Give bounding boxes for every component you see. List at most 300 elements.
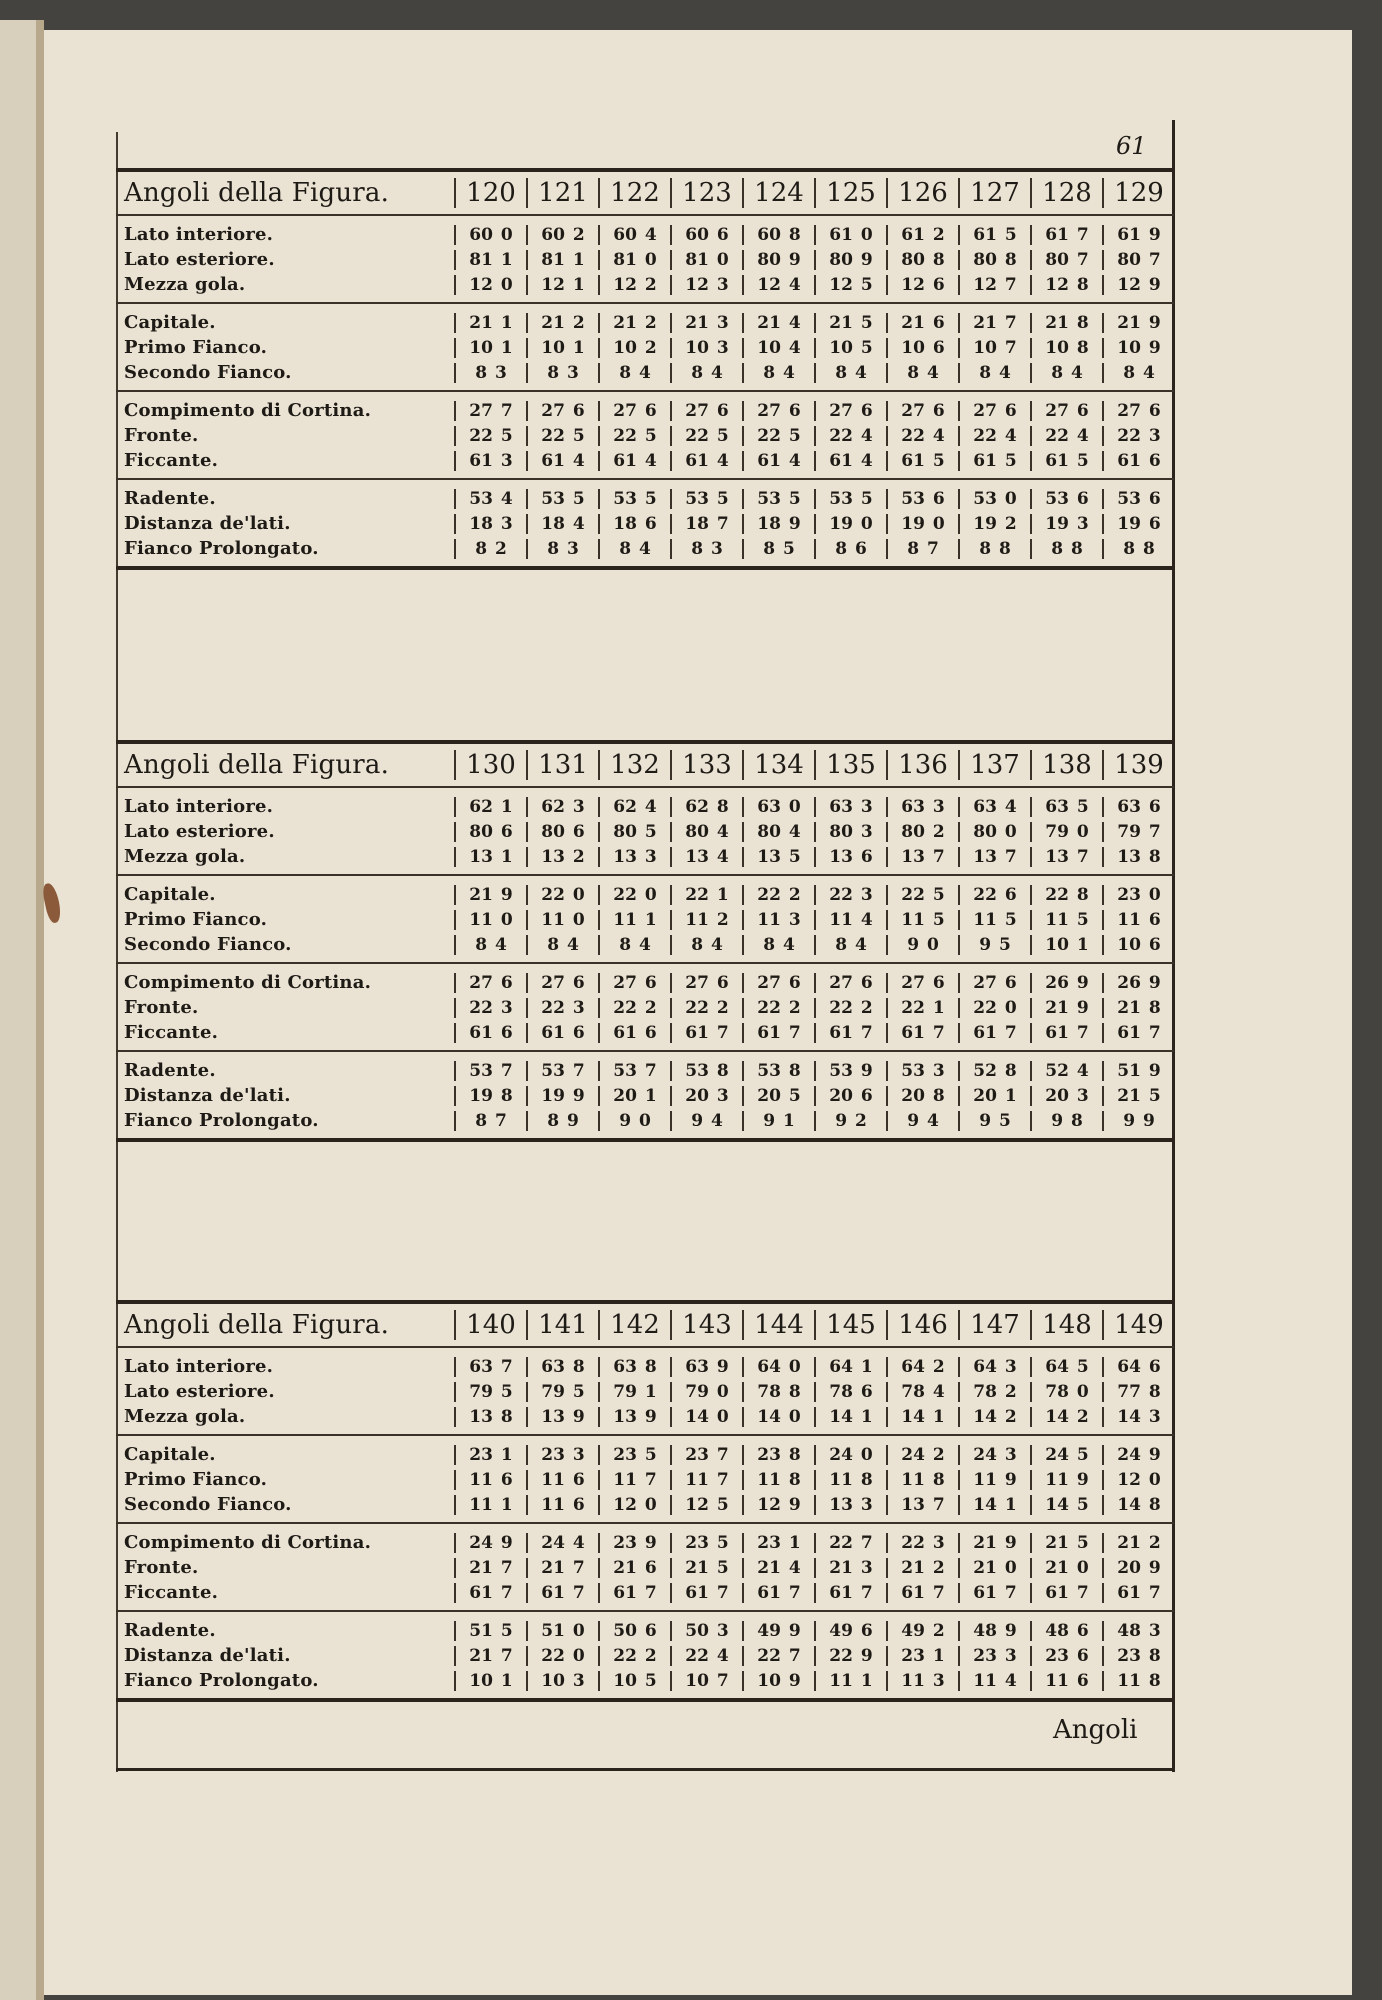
table-cell: 9 4 — [670, 1111, 742, 1131]
table-cell: 64 3 — [958, 1357, 1030, 1377]
table-cell: 8 4 — [598, 539, 670, 559]
table-cell: 12 6 — [886, 275, 958, 295]
table-cell: 80 0 — [958, 822, 1030, 842]
row-group — [116, 214, 1174, 302]
table-cell: 11 6 — [1030, 1671, 1102, 1691]
table-cell: 11 5 — [1030, 910, 1102, 930]
table-cell: 80 8 — [886, 250, 958, 270]
table-cell: 11 6 — [526, 1470, 598, 1490]
table-header-row — [116, 172, 1174, 214]
angle-column-header: 147 — [958, 1310, 1030, 1340]
table-cell: 61 7 — [886, 1583, 958, 1603]
row-label: Radente. — [124, 1060, 216, 1081]
table-cell: 19 0 — [886, 514, 958, 534]
table-cell: 14 1 — [958, 1495, 1030, 1515]
table-cell: 10 8 — [1030, 338, 1102, 358]
table-cell: 11 8 — [1102, 1671, 1174, 1691]
angle-column-header: 144 — [742, 1310, 814, 1340]
table-cell: 61 7 — [1030, 1583, 1102, 1603]
table-cell: 22 5 — [742, 426, 814, 446]
row-group — [116, 1434, 1174, 1522]
table-cell: 61 7 — [1102, 1023, 1174, 1043]
table-cell: 22 2 — [598, 998, 670, 1018]
table-cell: 63 5 — [1030, 797, 1102, 817]
table-cell: 22 4 — [814, 426, 886, 446]
table-row — [116, 819, 1174, 844]
table-cell: 20 8 — [886, 1086, 958, 1106]
table-row — [116, 222, 1174, 247]
row-group — [116, 390, 1174, 478]
table-cell: 52 8 — [958, 1061, 1030, 1081]
table-cell: 22 0 — [526, 885, 598, 905]
table-row — [116, 335, 1174, 360]
table-cell: 8 8 — [1102, 539, 1174, 559]
table-cell: 81 0 — [670, 250, 742, 270]
table-cell: 22 5 — [526, 426, 598, 446]
table-cell: 24 3 — [958, 1445, 1030, 1465]
table-cell: 61 7 — [886, 1023, 958, 1043]
row-label: Radente. — [124, 1620, 216, 1641]
angle-column-header: 137 — [958, 750, 1030, 780]
table-row — [116, 907, 1174, 932]
table-row — [116, 448, 1174, 473]
table-cell: 63 8 — [526, 1357, 598, 1377]
table-cell: 14 0 — [742, 1407, 814, 1427]
table-cell: 20 1 — [958, 1086, 1030, 1106]
table-cell: 61 4 — [526, 451, 598, 471]
table-cell: 22 1 — [670, 885, 742, 905]
table-cell: 11 3 — [886, 1671, 958, 1691]
angle-column-header: 138 — [1030, 750, 1102, 780]
table-cell: 61 7 — [454, 1583, 526, 1603]
table-cell: 61 6 — [454, 1023, 526, 1043]
table-cell: 21 1 — [454, 313, 526, 333]
table-cell: 61 2 — [886, 225, 958, 245]
table-cell: 22 2 — [742, 998, 814, 1018]
table-cell: 21 0 — [1030, 1558, 1102, 1578]
angle-column-header: 128 — [1030, 178, 1102, 208]
table-cell: 60 6 — [670, 225, 742, 245]
table-cell: 53 5 — [598, 489, 670, 509]
row-label: Fianco Prolongato. — [124, 1110, 319, 1131]
angle-column-header: 135 — [814, 750, 886, 780]
table-cell: 9 0 — [886, 935, 958, 955]
table-cell: 27 6 — [1030, 401, 1102, 421]
table-cell: 13 7 — [1030, 847, 1102, 867]
table-cell: 21 8 — [1030, 313, 1102, 333]
angle-column-header: 120 — [454, 178, 526, 208]
angle-column-header: 142 — [598, 1310, 670, 1340]
angle-column-header: 139 — [1102, 750, 1174, 780]
table-cell: 61 5 — [1030, 451, 1102, 471]
table-cell: 23 1 — [742, 1533, 814, 1553]
bottom-rule — [116, 1768, 1174, 1771]
table-cell: 60 8 — [742, 225, 814, 245]
table-cell: 23 9 — [598, 1533, 670, 1553]
table-cell: 60 0 — [454, 225, 526, 245]
table-cell: 13 3 — [598, 847, 670, 867]
table-cell: 23 8 — [742, 1445, 814, 1465]
table-cell: 10 6 — [1102, 935, 1174, 955]
table-cell: 63 0 — [742, 797, 814, 817]
table-cell: 11 1 — [598, 910, 670, 930]
table-cell: 21 9 — [958, 1533, 1030, 1553]
table-cell: 18 9 — [742, 514, 814, 534]
table-cell: 22 3 — [526, 998, 598, 1018]
table-cell: 49 2 — [886, 1621, 958, 1641]
table-cell: 8 4 — [814, 935, 886, 955]
table-cell: 14 8 — [1102, 1495, 1174, 1515]
table-cell: 10 5 — [598, 1671, 670, 1691]
table-cell: 8 3 — [526, 363, 598, 383]
table-cell: 8 3 — [526, 539, 598, 559]
table-cell: 53 5 — [670, 489, 742, 509]
table-cell: 61 4 — [598, 451, 670, 471]
row-label: Capitale. — [124, 1444, 216, 1465]
angle-column-header: 126 — [886, 178, 958, 208]
table-cell: 80 8 — [958, 250, 1030, 270]
row-label: Lato interiore. — [124, 224, 274, 245]
table-cell: 27 7 — [454, 401, 526, 421]
row-label: Lato esteriore. — [124, 821, 275, 842]
table-row — [116, 1668, 1174, 1693]
table-cell: 51 9 — [1102, 1061, 1174, 1081]
table-cell: 27 6 — [670, 401, 742, 421]
table-cell: 27 6 — [886, 973, 958, 993]
table-cell: 23 7 — [670, 1445, 742, 1465]
table-cell: 13 8 — [1102, 847, 1174, 867]
table-cell: 13 6 — [814, 847, 886, 867]
table-cell: 21 2 — [526, 313, 598, 333]
table-row — [116, 423, 1174, 448]
table-cell: 26 9 — [1030, 973, 1102, 993]
table-header-label: Angoli della Figura. — [124, 750, 390, 780]
table-row — [116, 1058, 1174, 1083]
table-cell: 19 3 — [1030, 514, 1102, 534]
table-cell: 18 4 — [526, 514, 598, 534]
table-cell: 12 0 — [454, 275, 526, 295]
table-cell: 62 1 — [454, 797, 526, 817]
table-cell: 60 4 — [598, 225, 670, 245]
table-row — [116, 1492, 1174, 1517]
table-cell: 21 5 — [814, 313, 886, 333]
table-cell: 21 7 — [958, 313, 1030, 333]
table-cell: 61 6 — [1102, 451, 1174, 471]
table-cell: 22 2 — [670, 998, 742, 1018]
row-label: Capitale. — [124, 312, 216, 333]
angle-column-header: 134 — [742, 750, 814, 780]
table-cell: 53 7 — [598, 1061, 670, 1081]
table-cell: 13 7 — [958, 847, 1030, 867]
table-cell: 11 3 — [742, 910, 814, 930]
table-cell: 8 4 — [742, 363, 814, 383]
table-cell: 79 1 — [598, 1382, 670, 1402]
table-cell: 21 3 — [670, 313, 742, 333]
table-cell: 12 2 — [598, 275, 670, 295]
angle-column-header: 143 — [670, 1310, 742, 1340]
table-cell: 14 1 — [886, 1407, 958, 1427]
table-cell: 9 5 — [958, 935, 1030, 955]
table-cell: 64 1 — [814, 1357, 886, 1377]
table-cell: 19 2 — [958, 514, 1030, 534]
table-row — [116, 1379, 1174, 1404]
table-cell: 22 3 — [1102, 426, 1174, 446]
angle-column-header: 140 — [454, 1310, 526, 1340]
row-label: Fronte. — [124, 425, 199, 446]
table-cell: 10 6 — [886, 338, 958, 358]
table-cell: 8 4 — [670, 935, 742, 955]
table-cell: 12 9 — [1102, 275, 1174, 295]
row-label: Ficcante. — [124, 1022, 219, 1043]
table-cell: 27 6 — [454, 973, 526, 993]
row-label: Lato interiore. — [124, 1356, 274, 1377]
table-cell: 61 7 — [526, 1583, 598, 1603]
table-cell: 14 5 — [1030, 1495, 1102, 1515]
angle-column-header: 124 — [742, 178, 814, 208]
table-row — [116, 1083, 1174, 1108]
table-cell: 9 5 — [958, 1111, 1030, 1131]
table-cell: 8 9 — [526, 1111, 598, 1131]
table-cell: 61 0 — [814, 225, 886, 245]
table-cell: 63 3 — [886, 797, 958, 817]
table-cell: 12 5 — [814, 275, 886, 295]
table-cell: 27 6 — [742, 973, 814, 993]
table-cell: 80 4 — [742, 822, 814, 842]
table-cell: 22 4 — [1030, 426, 1102, 446]
table-cell: 61 4 — [814, 451, 886, 471]
table-cell: 26 9 — [1102, 973, 1174, 993]
table-cell: 22 8 — [1030, 885, 1102, 905]
angle-table-130-139 — [116, 740, 1174, 1142]
table-cell: 21 7 — [454, 1558, 526, 1578]
angle-column-header: 130 — [454, 750, 526, 780]
table-cell: 27 6 — [1102, 401, 1174, 421]
table-cell: 22 4 — [958, 426, 1030, 446]
table-cell: 79 5 — [526, 1382, 598, 1402]
table-cell: 21 9 — [1030, 998, 1102, 1018]
table-cell: 23 1 — [454, 1445, 526, 1465]
table-cell: 79 0 — [670, 1382, 742, 1402]
table-cell: 63 4 — [958, 797, 1030, 817]
table-row — [116, 1108, 1174, 1133]
table-cell: 79 5 — [454, 1382, 526, 1402]
table-cell: 21 5 — [1102, 1086, 1174, 1106]
table-cell: 20 9 — [1102, 1558, 1174, 1578]
row-label: Compimento di Cortina. — [124, 400, 372, 421]
table-cell: 22 2 — [598, 1646, 670, 1666]
row-label: Fronte. — [124, 997, 199, 1018]
table-cell: 8 2 — [454, 539, 526, 559]
table-cell: 8 8 — [1030, 539, 1102, 559]
row-label: Mezza gola. — [124, 274, 246, 295]
table-cell: 27 6 — [526, 973, 598, 993]
table-cell: 12 3 — [670, 275, 742, 295]
angle-column-header: 132 — [598, 750, 670, 780]
table-cell: 9 9 — [1102, 1111, 1174, 1131]
table-cell: 27 6 — [742, 401, 814, 421]
table-row — [116, 1555, 1174, 1580]
table-cell: 61 9 — [1102, 225, 1174, 245]
table-cell: 10 9 — [1102, 338, 1174, 358]
table-cell: 23 8 — [1102, 1646, 1174, 1666]
table-cell: 11 5 — [886, 910, 958, 930]
table-cell: 21 8 — [1102, 998, 1174, 1018]
table-cell: 13 2 — [526, 847, 598, 867]
table-cell: 22 5 — [886, 885, 958, 905]
table-cell: 22 7 — [742, 1646, 814, 1666]
row-group — [116, 786, 1174, 874]
angle-column-header: 127 — [958, 178, 1030, 208]
table-cell: 13 7 — [886, 1495, 958, 1515]
table-cell: 14 1 — [814, 1407, 886, 1427]
table-cell: 11 4 — [814, 910, 886, 930]
table-cell: 10 7 — [670, 1671, 742, 1691]
table-cell: 14 2 — [958, 1407, 1030, 1427]
row-label: Mezza gola. — [124, 846, 246, 867]
row-label: Ficcante. — [124, 1582, 219, 1603]
table-cell: 12 5 — [670, 1495, 742, 1515]
table-cell: 9 1 — [742, 1111, 814, 1131]
table-cell: 51 0 — [526, 1621, 598, 1641]
table-cell: 61 5 — [958, 451, 1030, 471]
table-cell: 20 1 — [598, 1086, 670, 1106]
table-cell: 48 3 — [1102, 1621, 1174, 1641]
row-label: Mezza gola. — [124, 1406, 246, 1427]
table-bottom-rule — [116, 1698, 1174, 1702]
table-cell: 22 0 — [526, 1646, 598, 1666]
table-cell: 20 6 — [814, 1086, 886, 1106]
table-cell: 80 6 — [526, 822, 598, 842]
table-row — [116, 536, 1174, 561]
table-cell: 12 7 — [958, 275, 1030, 295]
table-row — [116, 1530, 1174, 1555]
table-cell: 78 8 — [742, 1382, 814, 1402]
table-cell: 10 7 — [958, 338, 1030, 358]
table-cell: 14 3 — [1102, 1407, 1174, 1427]
table-cell: 61 7 — [1030, 1023, 1102, 1043]
angle-table-120-129 — [116, 168, 1174, 570]
table-cell: 8 4 — [1102, 363, 1174, 383]
facing-page-edge — [0, 20, 44, 2000]
table-cell: 61 6 — [526, 1023, 598, 1043]
row-label: Primo Fianco. — [124, 909, 268, 930]
table-cell: 61 4 — [670, 451, 742, 471]
table-cell: 19 8 — [454, 1086, 526, 1106]
page-number: 61 — [1116, 132, 1147, 160]
row-label: Compimento di Cortina. — [124, 1532, 372, 1553]
table-cell: 78 6 — [814, 1382, 886, 1402]
table-cell: 22 5 — [598, 426, 670, 446]
table-row — [116, 360, 1174, 385]
angle-column-header: 148 — [1030, 1310, 1102, 1340]
table-cell: 48 9 — [958, 1621, 1030, 1641]
table-cell: 10 3 — [526, 1671, 598, 1691]
table-cell: 61 7 — [742, 1023, 814, 1043]
table-cell: 80 6 — [454, 822, 526, 842]
row-label: Distanza de'lati. — [124, 513, 291, 534]
table-cell: 8 4 — [598, 935, 670, 955]
catchword: Angoli — [1053, 1715, 1138, 1745]
table-cell: 8 4 — [670, 363, 742, 383]
table-cell: 53 3 — [886, 1061, 958, 1081]
table-cell: 27 6 — [958, 973, 1030, 993]
table-row — [116, 1354, 1174, 1379]
table-cell: 80 9 — [742, 250, 814, 270]
table-cell: 24 0 — [814, 1445, 886, 1465]
table-cell: 19 0 — [814, 514, 886, 534]
table-cell: 24 2 — [886, 1445, 958, 1465]
angle-column-header: 123 — [670, 178, 742, 208]
table-cell: 53 7 — [526, 1061, 598, 1081]
table-cell: 13 8 — [454, 1407, 526, 1427]
table-row — [116, 1618, 1174, 1643]
table-cell: 11 8 — [814, 1470, 886, 1490]
table-cell: 63 8 — [598, 1357, 670, 1377]
table-cell: 8 7 — [886, 539, 958, 559]
table-cell: 8 3 — [454, 363, 526, 383]
table-cell: 64 2 — [886, 1357, 958, 1377]
table-cell: 11 6 — [454, 1470, 526, 1490]
table-cell: 61 7 — [1030, 225, 1102, 245]
table-cell: 21 4 — [742, 313, 814, 333]
table-cell: 18 3 — [454, 514, 526, 534]
table-cell: 8 4 — [526, 935, 598, 955]
table-cell: 21 5 — [670, 1558, 742, 1578]
table-cell: 22 3 — [814, 885, 886, 905]
table-header-row — [116, 744, 1174, 786]
table-row — [116, 1467, 1174, 1492]
table-cell: 77 8 — [1102, 1382, 1174, 1402]
row-label: Distanza de'lati. — [124, 1645, 291, 1666]
table-cell: 61 7 — [670, 1583, 742, 1603]
table-cell: 11 7 — [670, 1470, 742, 1490]
angle-table-140-149 — [116, 1300, 1174, 1702]
table-cell: 79 7 — [1102, 822, 1174, 842]
row-label: Lato esteriore. — [124, 1381, 275, 1402]
table-cell: 8 4 — [454, 935, 526, 955]
table-cell: 11 6 — [526, 1495, 598, 1515]
row-group — [116, 302, 1174, 390]
table-cell: 20 5 — [742, 1086, 814, 1106]
table-cell: 53 6 — [1030, 489, 1102, 509]
table-cell: 61 7 — [670, 1023, 742, 1043]
table-cell: 27 6 — [814, 401, 886, 421]
table-cell: 8 4 — [1030, 363, 1102, 383]
table-cell: 48 6 — [1030, 1621, 1102, 1641]
table-cell: 11 4 — [958, 1671, 1030, 1691]
table-cell: 27 6 — [958, 401, 1030, 421]
table-row — [116, 1020, 1174, 1045]
table-cell: 51 5 — [454, 1621, 526, 1641]
table-cell: 22 2 — [814, 998, 886, 1018]
table-cell: 52 4 — [1030, 1061, 1102, 1081]
table-bottom-rule — [116, 1138, 1174, 1142]
table-cell: 80 4 — [670, 822, 742, 842]
table-cell: 22 0 — [598, 885, 670, 905]
table-cell: 13 9 — [598, 1407, 670, 1427]
table-row — [116, 310, 1174, 335]
table-cell: 61 7 — [958, 1023, 1030, 1043]
table-cell: 21 2 — [886, 1558, 958, 1578]
table-cell: 21 5 — [1030, 1533, 1102, 1553]
table-cell: 21 7 — [526, 1558, 598, 1578]
table-cell: 79 0 — [1030, 822, 1102, 842]
table-cell: 13 1 — [454, 847, 526, 867]
table-cell: 21 9 — [1102, 313, 1174, 333]
table-cell: 23 5 — [598, 1445, 670, 1465]
table-cell: 10 3 — [670, 338, 742, 358]
table-header-row — [116, 1304, 1174, 1346]
